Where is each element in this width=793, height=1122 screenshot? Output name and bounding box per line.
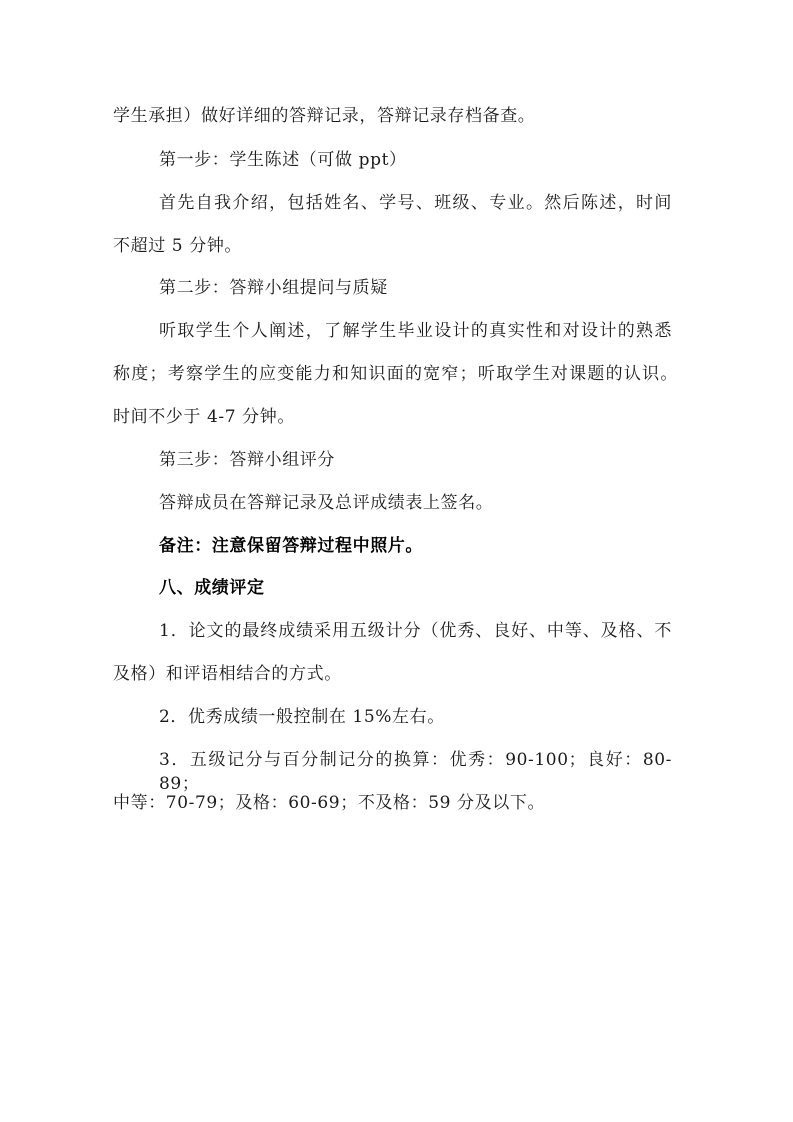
heading-step-two: 第二步：答辩小组提问与质疑 <box>159 278 388 298</box>
text-line-grading-method: 及格）和评语相结合的方式。 <box>113 664 342 684</box>
heading-step-one: 第一步：学生陈述（可做 ppt） <box>159 150 407 170</box>
text-line-excellent-ratio: 2．优秀成绩一般控制在 15%左右。 <box>159 707 445 727</box>
text-line-time-limit: 不超过 5 分钟。 <box>113 236 243 256</box>
heading-step-three: 第三步：答辩小组评分 <box>159 450 335 470</box>
text-line-five-level-grading: 1．论文的最终成绩采用五级计分（优秀、良好、中等、及格、不 <box>159 621 672 641</box>
text-line-defense-record: 学生承担）做好详细的答辩记录，答辩记录存档备查。 <box>113 106 536 126</box>
text-line-score-ranges: 中等：70-79；及格：60-69；不及格：59 分及以下。 <box>113 793 546 813</box>
text-line-sign-form: 答辩成员在答辩记录及总评成绩表上签名。 <box>159 493 494 513</box>
text-line-question-time: 时间不少于 4-7 分钟。 <box>113 407 295 427</box>
note-keep-photos: 备注：注意保留答辩过程中照片。 <box>159 536 423 556</box>
text-line-self-intro: 首先自我介绍，包括姓名、学号、班级、专业。然后陈述，时间 <box>159 193 672 213</box>
section-heading-grading: 八、成绩评定 <box>159 578 265 598</box>
text-line-score-conversion: 3．五级记分与百分制记分的换算：优秀：90-100；良好：80-89； <box>159 750 672 794</box>
text-line-listen-statement: 听取学生个人阐述，了解学生毕业设计的真实性和对设计的熟悉 <box>159 321 672 341</box>
text-line-assess-ability: 称度；考察学生的应变能力和知识面的宽窄；听取学生对课题的认识。 <box>113 364 678 384</box>
